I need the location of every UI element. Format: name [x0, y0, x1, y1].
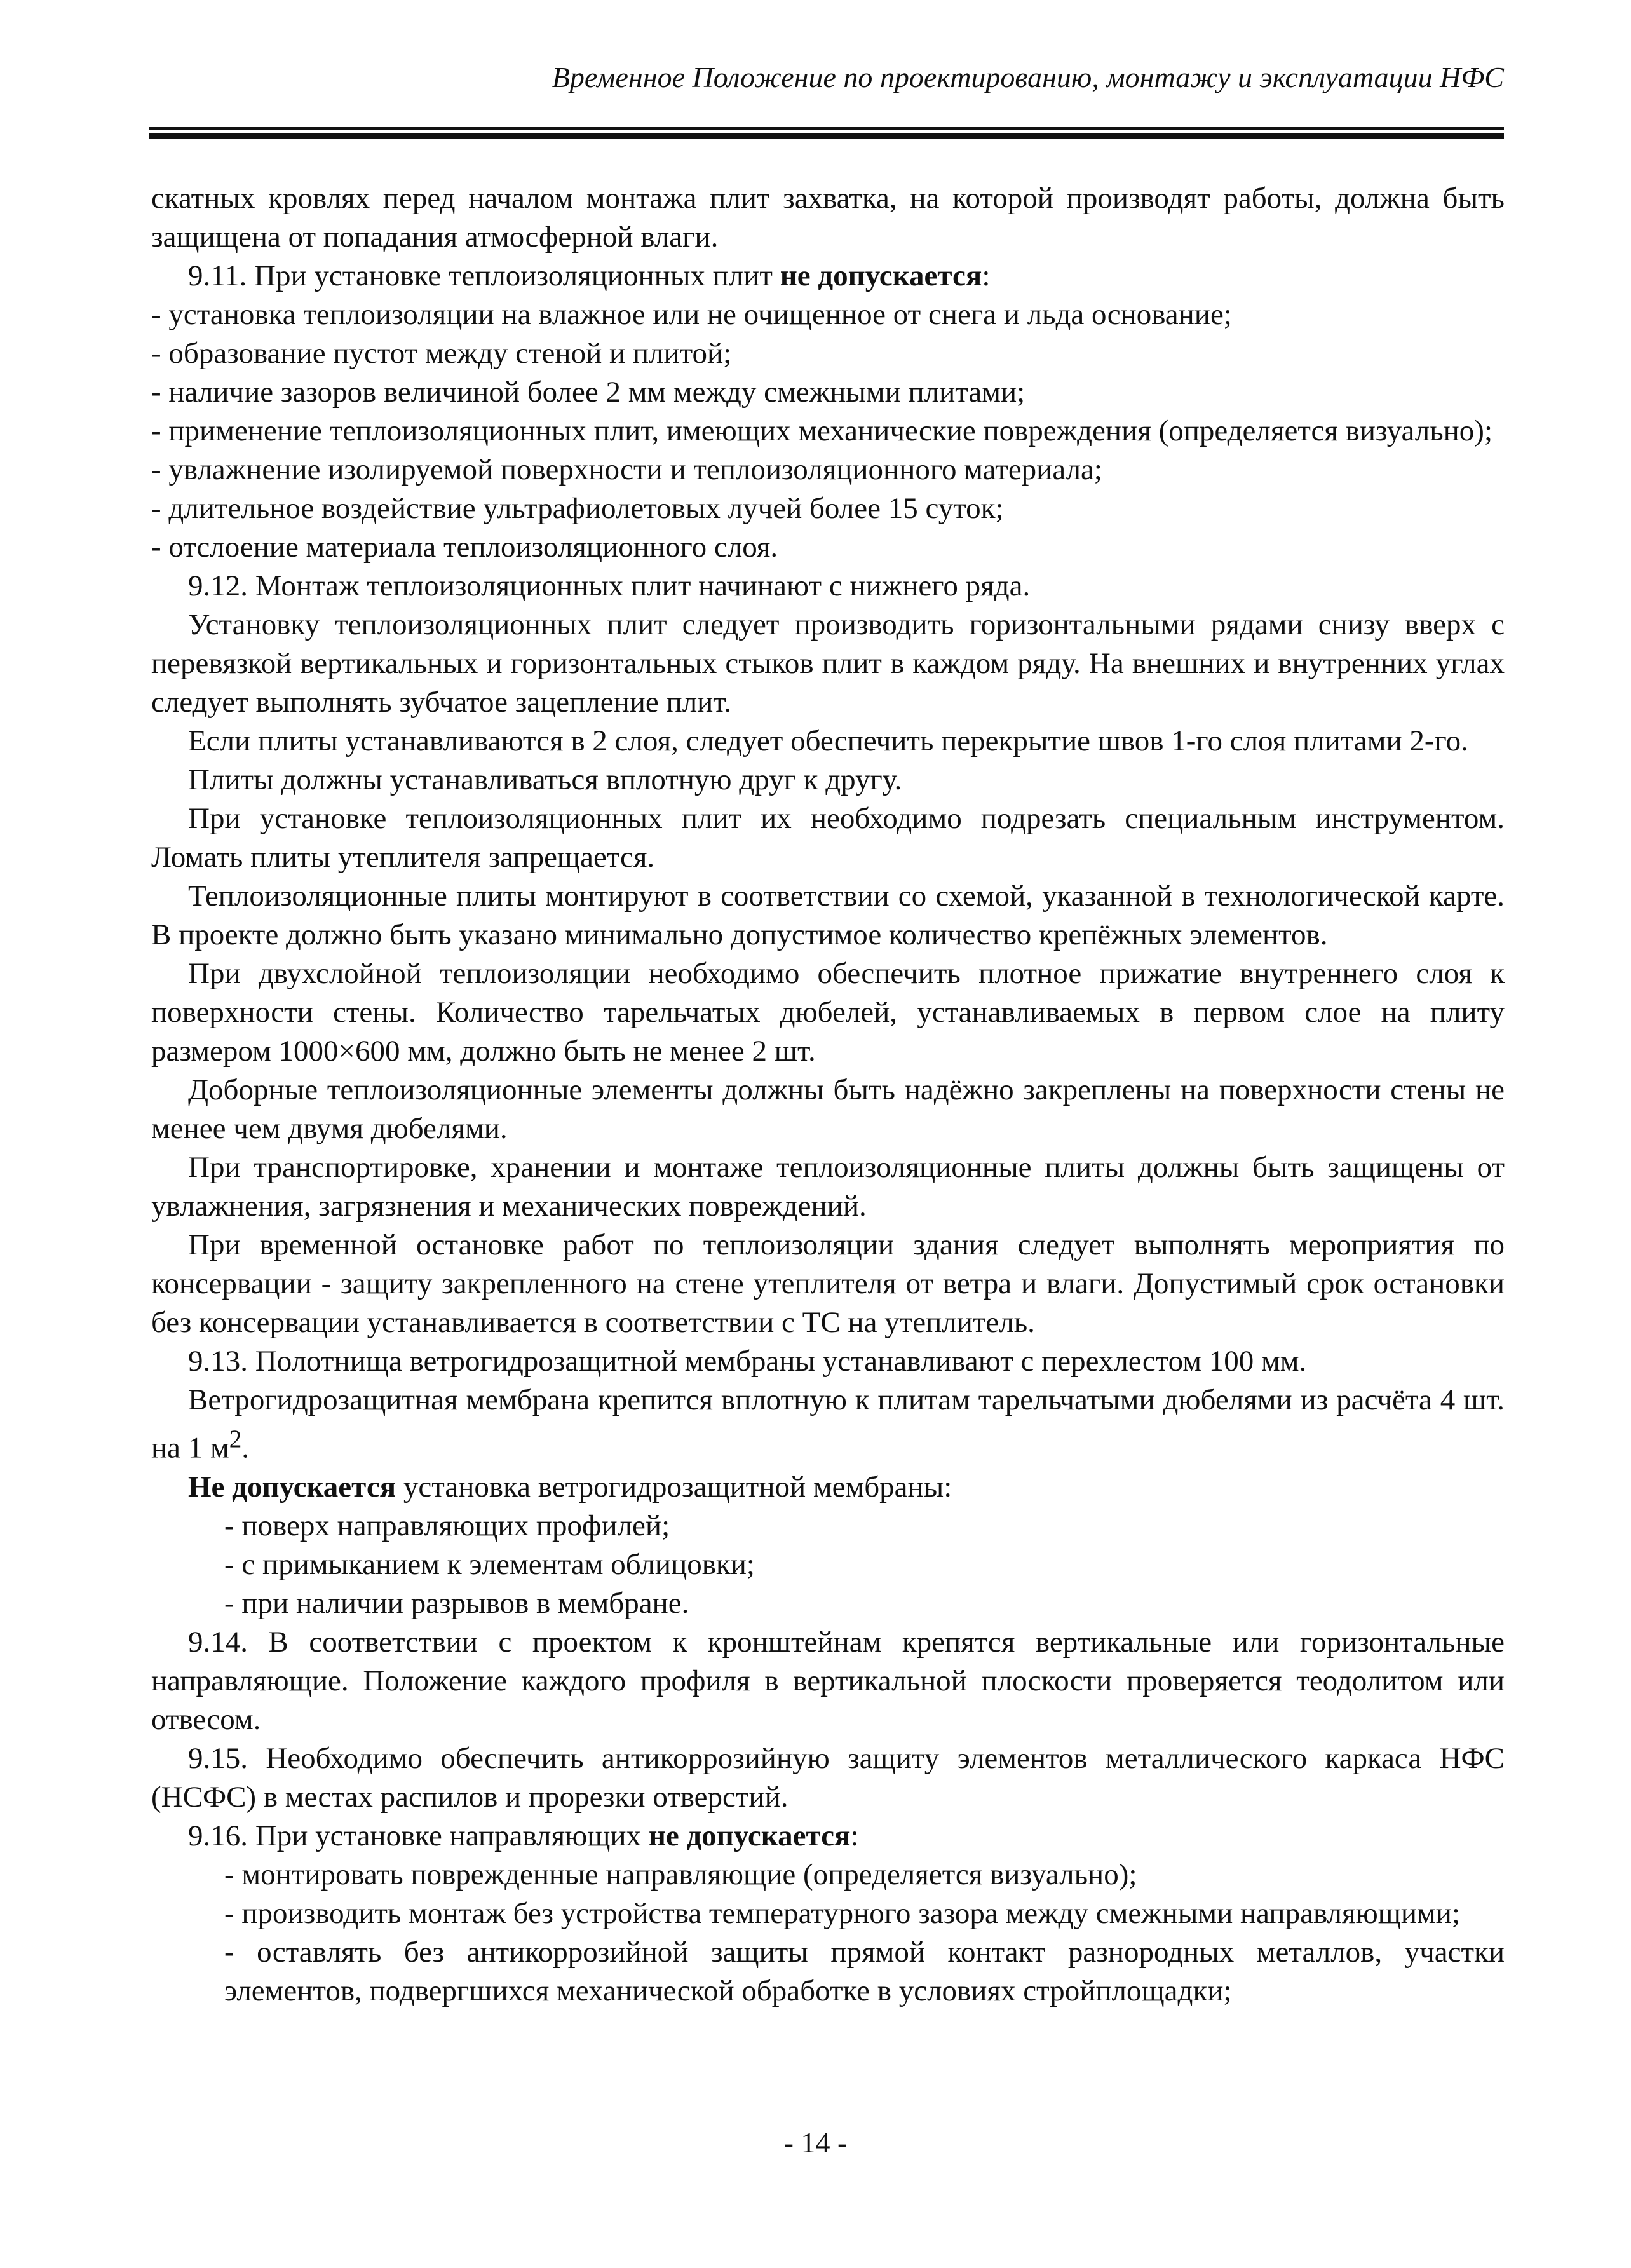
paragraph-text: установка ветрогидрозащитной мембраны: [396, 1470, 952, 1504]
clause-text: : [982, 259, 991, 292]
clause-9-13: 9.13. Полотнища ветрогидрозащитной мембраны устанавливают с перехлестом 100 мм. [188, 1345, 1307, 1378]
list-item: - увлажнение изолируемой поверхности и теплоизоляционного материала; [151, 453, 1102, 486]
clause-9-11 [151, 257, 1505, 295]
list-item: - образование пустот между стеной и плитой; [151, 337, 732, 370]
clause-text: : [850, 1819, 859, 1852]
paragraph: Установку теплоизоляционных плит следует производить горизонтальными рядами снизу вверх с перевязкой вертикальных и горизонтальных стыков плит в каждом ряду. На внешних и внутренних углах следует выполнять зубчатое зацепление плит. [151, 608, 1505, 719]
list-item: - монтировать поврежденные направляющие (определяется визуально); [224, 1857, 1137, 1891]
clause-9-12: 9.12. Монтаж теплоизоляционных плит начинают с нижнего ряда. [188, 569, 1031, 602]
list-item: - длительное воздействие ультрафиолетовых лучей более 15 суток; [151, 492, 1004, 525]
paragraph [151, 1381, 1505, 1468]
emphasis-text: не допускается [780, 259, 982, 292]
list-item: - наличие зазоров величиной более 2 мм между смежными плитами; [151, 376, 1025, 409]
list-item: - отслоение материала теплоизоляционного слоя. [151, 531, 778, 564]
superscript: 2 [229, 1425, 242, 1453]
list-item: - с примыканием к элементам облицовки; [224, 1547, 755, 1581]
paragraph [151, 1468, 1505, 1507]
paragraph: При транспортировке, хранении и монтаже теплоизоляционные плиты должны быть защищены от увлажнения, загрязнения и механических повреждений. [151, 1151, 1505, 1223]
list-item: - при наличии разрывов в мембране. [224, 1586, 689, 1620]
list-item: - установка теплоизоляции на влажное или не очищенное от снега и льда основание; [151, 298, 1232, 331]
paragraph: Плиты должны устанавливаться вплотную друг к другу. [188, 763, 902, 796]
list-item: - применение теплоизоляционных плит, имеющих механические повреждения (определяется визуально); [151, 414, 1493, 447]
list-item: - оставлять без антикоррозийной защиты прямой контакт разнородных металлов, участки элементов, подвергшихся механической обработке в условиях стройплощадки; [224, 1935, 1505, 2007]
running-header: Временное Положение по проектированию, монтажу и эксплуатации НФС [552, 61, 1504, 93]
paragraph: При установке теплоизоляционных плит их необходимо подрезать специальным инструментом. Ломать плиты утеплителя запрещается. [151, 802, 1505, 874]
paragraph-text: . [241, 1431, 250, 1465]
page-number: - 14 - [783, 2126, 848, 2159]
emphasis-text: Не допускается [188, 1470, 396, 1504]
list-item: - производить монтаж без устройства температурного зазора между смежными направляющими; [224, 1896, 1460, 1930]
paragraph: При двухслойной теплоизоляции необходимо обеспечить плотное прижатие внутреннего слоя к поверхности стены. Количество тарельчатых дюбелей, устанавливаемых в первом слое на плиту размером 1000×600 мм, должно быть не менее 2 шт. [151, 957, 1505, 1068]
list-item: - поверх направляющих профилей; [224, 1509, 670, 1542]
page-body [151, 179, 1505, 2011]
paragraph-text: Ветрогидрозащитная мембрана крепится вплотную к плитам тарельчатыми дюбелями из расчёта 4 шт. на 1 м [151, 1383, 1505, 1465]
emphasis-text: не допускается [648, 1819, 851, 1852]
clause-9-14: 9.14. В соответствии с проектом к кронштейнам крепятся вертикальные или горизонтальные направляющие. Положение каждого профиля в вертикальной плоскости проверяется теодолитом или отвесом. [151, 1625, 1505, 1736]
paragraph: При временной остановке работ по теплоизоляции здания следует выполнять мероприятия по консервации - защиту закрепленного на стене утеплителя от ветра и влаги. Допустимый срок остановки без консервации устанавливается в соответствии с ТС на утеплитель. [151, 1228, 1505, 1339]
header-rule [149, 127, 1504, 130]
clause-9-16 [151, 1817, 1505, 1856]
paragraph: Теплоизоляционные плиты монтируют в соответствии со схемой, указанной в технологической карте. В проекте должно быть указано минимально допустимое количество крепёжных элементов. [151, 879, 1505, 951]
clause-9-15: 9.15. Необходимо обеспечить антикоррозийную защиту элементов металлического каркаса НФС (НСФС) в местах распилов и прорезки отверстий. [151, 1741, 1505, 1814]
paragraph: Доборные теплоизоляционные элементы должны быть надёжно закреплены на поверхности стены не менее чем двумя дюбелями. [151, 1073, 1505, 1145]
clause-text: 9.16. При установке направляющих [188, 1819, 649, 1852]
clause-text: 9.11. При установке теплоизоляционных плит [188, 259, 780, 292]
paragraph: Если плиты устанавливаются в 2 слоя, следует обеспечить перекрытие швов 1-го слоя плитами 2-го. [188, 724, 1468, 757]
paragraph-continuation: скатных кровлях перед началом монтажа плит захватка, на которой производят работы, должна быть защищена от попадания атмосферной влаги. [151, 182, 1505, 254]
